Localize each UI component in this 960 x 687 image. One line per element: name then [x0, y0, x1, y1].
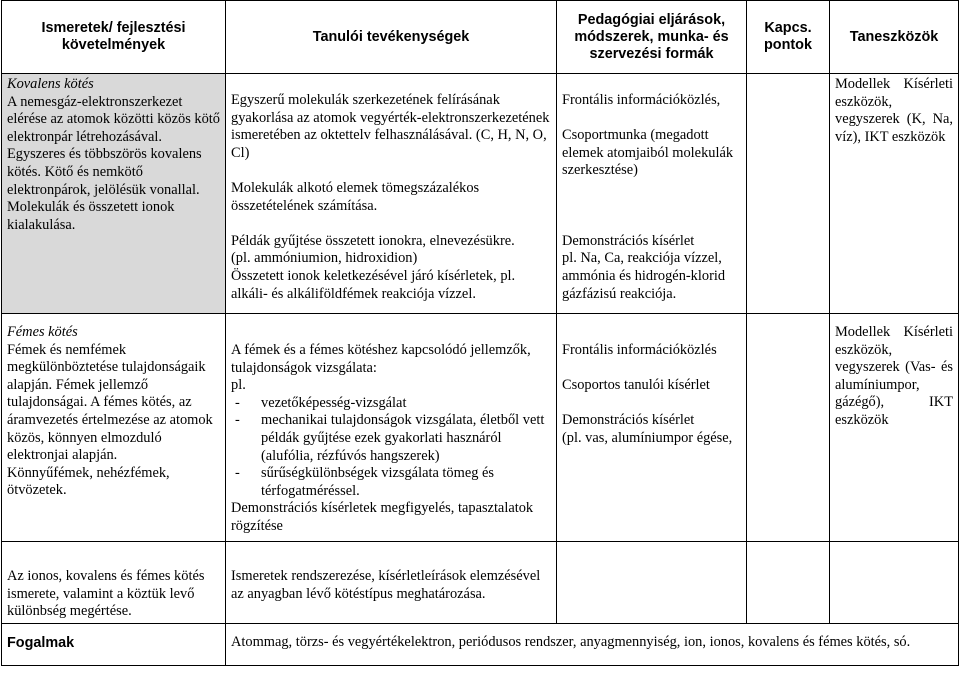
activity-text: Demonstrációs kísérletek megfigyelés, tapasztalatok rögzítése — [231, 500, 534, 534]
knowledge-text: Molekulák és összetett ionok kialakulása. — [7, 199, 175, 233]
cell-summary-activities: Ismeretek rendszerezése, kísérletleírások elemzésével az anyagban lévő kötéstípus meghatározása. — [226, 542, 557, 624]
cell-covalent-knowledge — [2, 74, 226, 314]
fogalmak-label: Fogalmak — [2, 623, 226, 665]
header-tools: Taneszközök — [830, 1, 959, 74]
cell-metallic-activities — [226, 314, 557, 542]
method-text: (pl. vas, alumíniumpor égése, — [562, 429, 733, 446]
table-row-covalent — [2, 74, 959, 314]
header-row — [2, 1, 959, 74]
activity-text: (pl. ammóniumion, hidroxidion) — [231, 250, 418, 267]
cell-summary-knowledge: Az ionos, kovalens és fémes kötés ismerete, valamint a köztük levő különbség megértése. — [2, 542, 226, 624]
method-text: Frontális információközlés — [562, 342, 717, 358]
table-row-fogalmak — [2, 623, 959, 665]
method-text: Csoportos tanulói kísérlet — [562, 377, 710, 394]
cell-metallic-knowledge — [2, 314, 226, 542]
cell-covalent-activities — [226, 74, 557, 314]
cell-covalent-methods — [557, 74, 747, 314]
cell-metallic-tools: Modellek Kísérleti eszközök, vegyszerek (Vas- és alumíniumpor, gázégő), IKT eszközök — [830, 314, 959, 542]
header-methods: Pedagógiai eljárások, módszerek, munka- és szervezési formák — [557, 1, 747, 74]
knowledge-text: Fémek és nemfémek megkülönböztetése tulajdonságaik alapján. Fémek jellemző tulajdonságai. A fémes kötés, az áramvezetés értelmezése az atomok közös, könnyen elmozduló elektronjai alapján. — [7, 341, 213, 464]
table-row-summary — [2, 542, 959, 624]
list-item: - mechanikai tulajdonságok vizsgálata, életből vett példák gyűjtése ezek gyakorlati hasznáról (alufólia, rézfúvós hangszerek) — [253, 412, 551, 465]
topic-title: Fémes kötés — [7, 324, 78, 340]
knowledge-text: A nemesgáz-elektronszerkezet elérése az atomok közötti közös kötő elektronpár létrehozásával. — [7, 93, 220, 145]
header-student-activities: Tanulói tevékenységek — [226, 1, 557, 74]
list-item: - sűrűségkülönbségek vizsgálata tömeg és térfogatméréssel. — [253, 465, 551, 500]
cell-summary-tools — [830, 542, 959, 624]
activity-text: Összetett ionok keletkezésével járó kísérletek, pl. alkáli- és alkáliföldfémek reakciója vízzel. — [231, 267, 516, 302]
topic-title: Kovalens kötés — [7, 76, 94, 92]
list-item: - vezetőképesség-vizsgálat — [253, 395, 551, 413]
activity-text: A fémek és a fémes kötéshez kapcsolódó jellemzők, tulajdonságok vizsgálata: — [231, 342, 531, 376]
method-text: Frontális információközlés, — [562, 92, 721, 108]
activity-text: Egyszerű molekulák szerkezetének felírásának gyakorlása az atomok vegyérték-elektronszerkezetének ismeretében az oktettelv felhasználásával. (C, H, N, O, Cl) — [231, 92, 550, 161]
cell-covalent-tools: Modellek Kísérleti eszközök, vegyszerek (K, Na, víz), IKT eszközök — [830, 74, 959, 314]
knowledge-text: Egyszeres és többszörös kovalens kötés. Kötő és nemkötő elektronpárok, jelölésük vonallal. — [7, 146, 202, 198]
method-text: Csoportmunka (megadott elemek atomjaiból molekulák szerkesztése) — [562, 127, 734, 179]
fogalmak-text: Atommag, törzs- és vegyértékelektron, periódusos rendszer, anyagmennyiség, ion, ionos, kovalens és fémes kötés, só. — [226, 623, 959, 665]
knowledge-text: Könnyűfémek, nehézfémek, ötvözetek. — [7, 464, 170, 499]
activity-text: pl. — [231, 377, 246, 394]
cell-summary-connections — [747, 542, 830, 624]
activity-text: Példák gyűjtése összetett ionokra, elnevezésükre. — [231, 232, 515, 249]
method-text: pl. Na, Ca, reakciója vízzel, ammónia és hidrogén-klorid gázfázisú reakciója. — [562, 250, 726, 302]
header-connections: Kapcs. pontok — [747, 1, 830, 74]
header-knowledge: Ismeretek/ fejlesztési követelmények — [2, 1, 226, 74]
cell-metallic-connections — [747, 314, 830, 542]
table-row-metallic — [2, 314, 959, 542]
activity-text: Molekulák alkotó elemek tömegszázalékos összetételének számítása. — [231, 179, 480, 214]
activity-list — [231, 395, 551, 501]
curriculum-table — [1, 0, 959, 666]
cell-summary-methods — [557, 542, 747, 624]
cell-covalent-connections — [747, 74, 830, 314]
method-text: Demonstrációs kísérlet — [562, 412, 695, 429]
method-text: Demonstrációs kísérlet — [562, 232, 695, 249]
cell-metallic-methods — [557, 314, 747, 542]
